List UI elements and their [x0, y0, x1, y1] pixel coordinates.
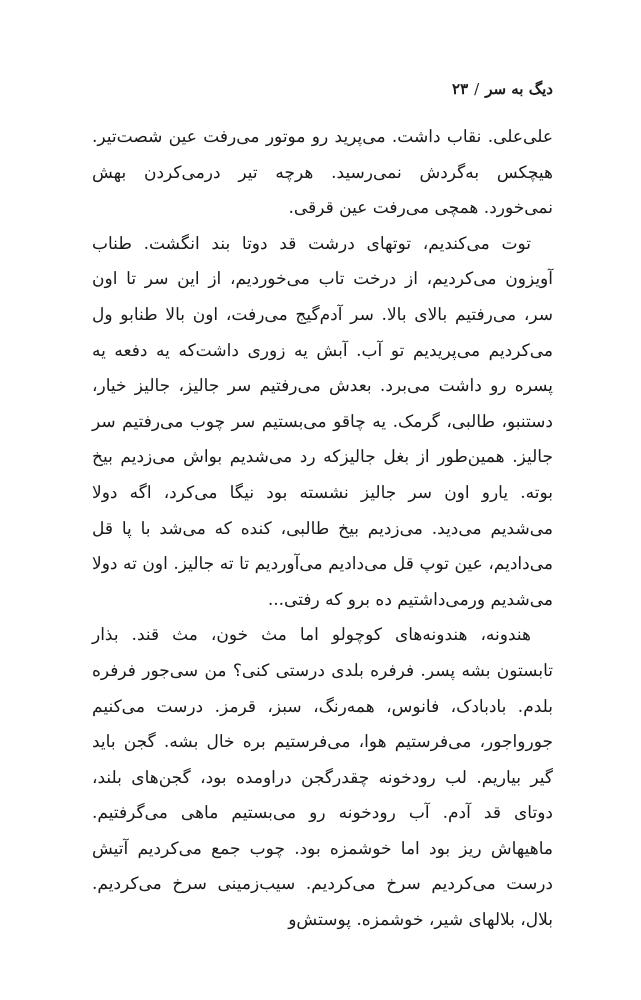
page-number: ۲۳	[452, 80, 469, 98]
body-text	[92, 120, 553, 939]
paragraph-1: علی‌علی. نقاب داشت. می‌پرید رو موتور می‌رفت عین شصت‌تیر. هیچکس به‌گردش نمی‌رسید. هرچه تیر درمی‌کردن بهش نمی‌خورد. همچی می‌رفت عین قرقی.	[92, 127, 553, 219]
book-title: دیگ به سر	[485, 80, 553, 98]
paragraph-3: هندونه، هندونه‌های کوچولو اما مث خون، مث قند. بذار تابستون بشه پسر. فرفره بلدی درستی کنی؟ من سی‌جور فرفره بلدم. بادبادک، فانوس، همه‌رنگ، سبز، قرمز. درست می‌کنیم جوروا‌جور، می‌فرستیم هوا، می‌فرستیم بره خال بشه. گجن باید گیر بیاریم. لب رودخونه چقدرگجن دراومده بود، گجن‌های بلند، دوتای قد آدم. آب رودخونه رو می‌بستیم ماهی می‌گرفتیم. ماهیهاش ریز بود اما خوشمزه بود. چوب جمع می‌کردیم آتیش درست می‌کردیم سرخ می‌کردیم. سیب‌زمینی سرخ می‌کردیم. بلال، بلالهای شیر، خوشمزه. پوستش‌و	[92, 625, 553, 931]
header-separator: /	[474, 80, 480, 98]
running-header	[452, 80, 553, 98]
paragraph-2: توت می‌کندیم، توتهای درشت قد دوتا بند انگشت. طناب آویزون می‌کردیم، از درخت تاب می‌خوردیم، از این سر تا اون سر، می‌رفتیم بالای بالا. سر آدم‌گیج می‌رفت، اون بالا طنابو ول می‌کردیم می‌پریدیم تو آب. آبش یه زوری داشت‌که یه دفعه یه پسره رو داشت می‌برد. بعدش می‌رفتیم سر جالیز، جالیز خیار، دستنبو، طالبی، گرمک. یه چاقو می‌بستیم سر چوب می‌رفتیم سر جالیز. همین‌طور از بغل جالیزکه رد می‌شدیم بواش می‌زدیم بیخ بوته. یارو اون سر جالیز نشسته بود نیگا می‌کرد، اگه دولا می‌شدیم می‌دید. می‌زدیم بیخ طالبی، کنده که می‌شد با پا قل می‌دادیم، عین توپ قل می‌دادیم می‌آوردیم تا ته جالیز. اون ته دولا می‌شدیم ورمی‌داشتیم ده برو که رفتی...	[92, 233, 553, 610]
